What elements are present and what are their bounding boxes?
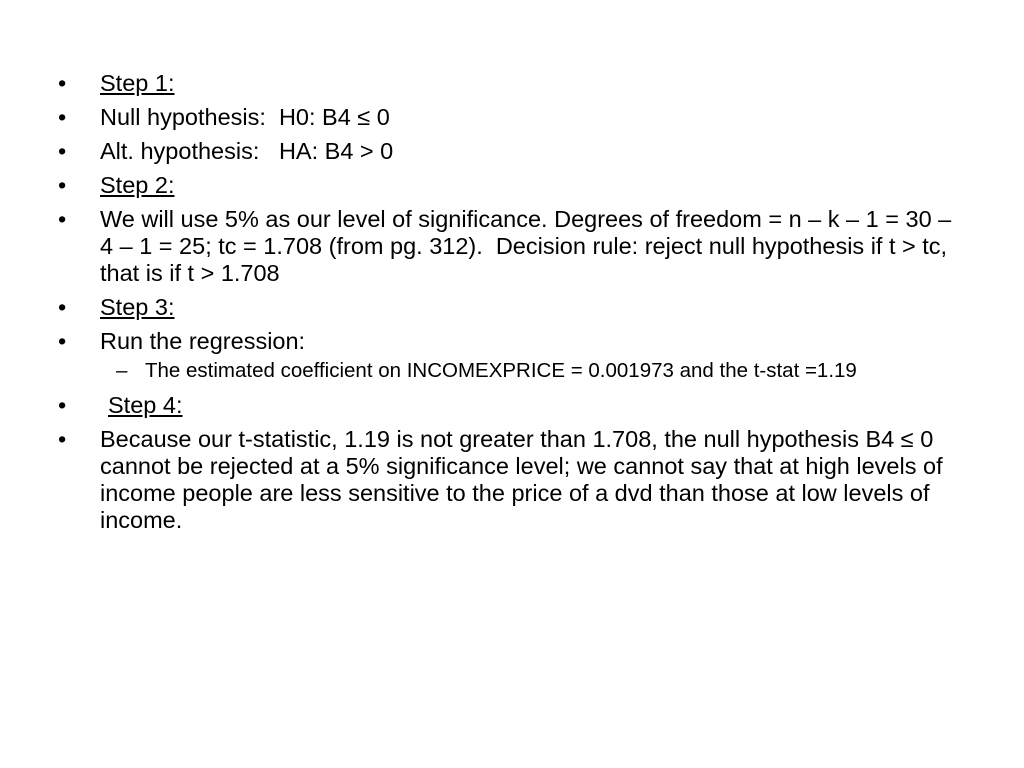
bullet-marker: • xyxy=(58,392,67,418)
bullet-marker: • xyxy=(58,138,67,164)
null-hypothesis-text: Null hypothesis: H0: B4 ≤ 0 xyxy=(100,104,390,130)
coefficient-text: The estimated coefficient on INCOMEXPRICE = 0.001973 and the t-stat =1.19 xyxy=(145,359,857,382)
step-2-text: Step 2: xyxy=(100,172,175,198)
coefficient-subitem xyxy=(58,359,968,382)
bullet-marker: • xyxy=(58,172,67,198)
bullet-marker: • xyxy=(58,294,67,320)
alt-hypothesis-text: Alt. hypothesis: HA: B4 > 0 xyxy=(100,138,394,164)
step-2-heading xyxy=(58,172,968,199)
run-regression-text: Run the regression: xyxy=(100,328,306,354)
run-regression-item xyxy=(58,328,968,355)
step-4-heading xyxy=(58,392,968,419)
dash-marker: – xyxy=(116,359,128,382)
step-1-heading xyxy=(58,70,968,97)
bullet-marker: • xyxy=(58,426,67,452)
step-3-heading xyxy=(58,294,968,321)
step-4-text: Step 4: xyxy=(108,392,183,418)
bullet-marker: • xyxy=(58,104,67,130)
alt-hypothesis-item xyxy=(58,138,968,165)
bullet-marker: • xyxy=(58,328,67,354)
bullet-marker: • xyxy=(58,206,67,232)
conclusion-text: Because our t-statistic, 1.19 is not greater than 1.708, the null hypothesis B4 ≤ 0 cannot be rejected at a 5% significance level; we cannot say that at high levels of income people are less sensitive to the price of a dvd than those at low levels of income. xyxy=(100,426,943,533)
step-3-text: Step 3: xyxy=(100,294,175,320)
step-1-text: Step 1: xyxy=(100,70,175,96)
bullet-list xyxy=(58,70,968,541)
significance-text: We will use 5% as our level of significance. Degrees of freedom = n – k – 1 = 30 – 4 – 1 = 25; tc = 1.708 (from pg. 312). Decision rule: reject null hypothesis if t > tc, that is if t > 1.708 xyxy=(100,206,958,286)
bullet-marker: • xyxy=(58,70,67,96)
null-hypothesis-item xyxy=(58,104,968,131)
significance-item xyxy=(58,206,968,287)
conclusion-item xyxy=(58,426,968,534)
